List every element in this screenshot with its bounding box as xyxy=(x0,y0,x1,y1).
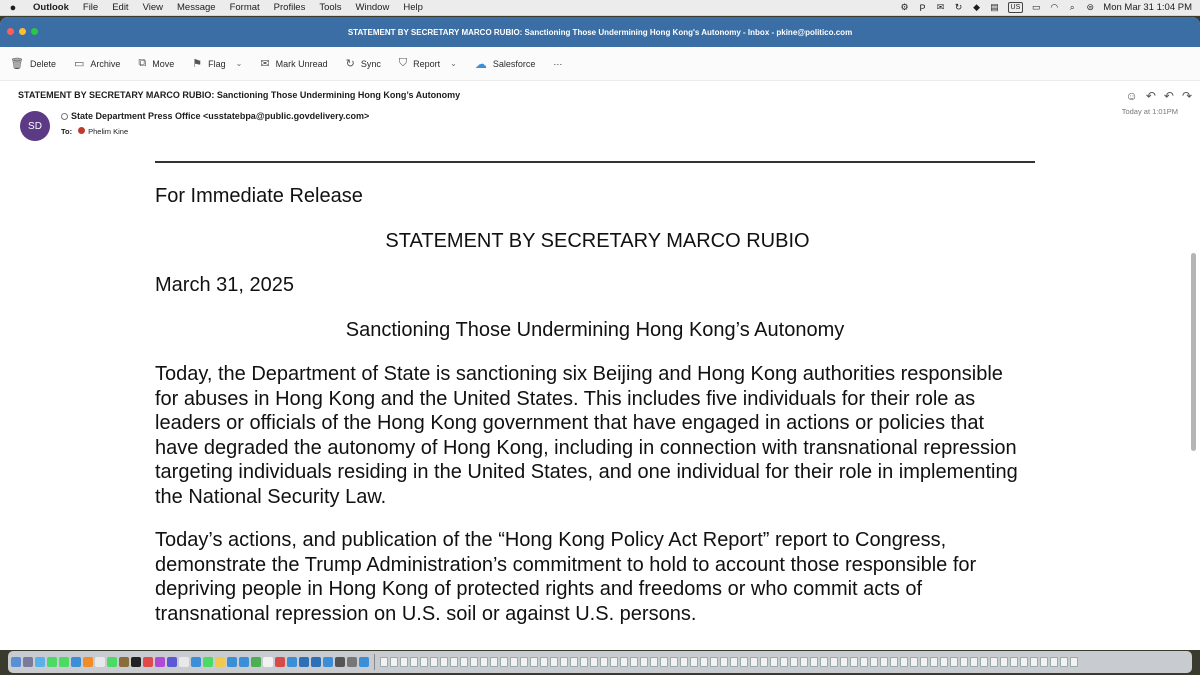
paragraph-line: have degraded the autonomy of Hong Kong, including in connection with transnational repression xyxy=(155,436,1017,459)
control-center-icon[interactable]: ⊜ xyxy=(1086,2,1095,12)
menu-app-name[interactable]: Outlook xyxy=(33,2,69,13)
menu-format[interactable]: Format xyxy=(229,2,260,13)
move-icon: ⧉ xyxy=(138,57,147,69)
dock-document-icon[interactable] xyxy=(520,657,528,667)
dock-app-icon[interactable] xyxy=(251,657,261,667)
dock-document-icon[interactable] xyxy=(690,657,698,667)
paragraph-2 xyxy=(155,528,1035,626)
dock-document-icon[interactable] xyxy=(1000,657,1008,667)
p-icon[interactable]: P xyxy=(919,2,926,13)
dock-document-icon[interactable] xyxy=(990,657,998,667)
dock-document-icon[interactable] xyxy=(480,657,488,667)
dock-document-icon[interactable] xyxy=(860,657,868,667)
chevron-down-icon[interactable]: ⌄ xyxy=(450,59,457,68)
sender-row[interactable] xyxy=(61,111,369,121)
sync-label: Sync xyxy=(360,58,381,69)
dock-document-icon[interactable] xyxy=(1070,657,1078,667)
menu-tools[interactable]: Tools xyxy=(319,2,342,13)
dock-document-icon[interactable] xyxy=(830,657,838,667)
emoji-icon[interactable]: ☺ xyxy=(1125,89,1138,103)
dock-document-icon[interactable] xyxy=(670,657,678,667)
close-window-button[interactable] xyxy=(7,28,14,35)
mark-unread-label: Mark Unread xyxy=(275,58,328,69)
dock-document-icon[interactable] xyxy=(680,657,688,667)
window-title: STATEMENT BY SECRETARY MARCO RUBIO: Sanctioning Those Undermining Hong Kong's Autonomy - Inbox - pkine@politico.com xyxy=(347,27,853,37)
dock-app-icon[interactable] xyxy=(59,657,69,667)
dock-app-icon[interactable] xyxy=(47,657,57,667)
recipient[interactable] xyxy=(78,127,128,136)
shield-icon: ⛉ xyxy=(398,57,408,69)
dock-document-icon[interactable] xyxy=(710,657,718,667)
dock-app-icon[interactable] xyxy=(203,657,213,667)
presence-circle-icon xyxy=(61,113,68,120)
envelope-icon: ✉ xyxy=(260,58,270,70)
dock-document-icon[interactable] xyxy=(380,657,388,667)
paragraph-line: demonstrate the Trump Administration’s commitment to hold to account those responsible for xyxy=(155,553,977,576)
dock-app-icon[interactable] xyxy=(311,657,321,667)
window-controls xyxy=(7,28,38,35)
battery-icon[interactable]: ▭ xyxy=(1032,2,1041,12)
menu-file[interactable]: File xyxy=(82,2,99,13)
office-icon[interactable]: ⚙ xyxy=(900,2,909,12)
paragraph-line: Today’s actions, and publication of the “Hong Kong Policy Act Report” report to Congress, xyxy=(155,529,947,551)
dock-document-icon[interactable] xyxy=(740,657,748,667)
dock-app-icon[interactable] xyxy=(23,657,33,667)
dock-separator xyxy=(374,654,375,670)
flag-button[interactable] xyxy=(192,57,242,70)
dock-app-icon[interactable] xyxy=(227,657,237,667)
report-label: Report xyxy=(413,58,441,69)
menu-clock[interactable]: Mon Mar 31 1:04 PM xyxy=(1103,2,1192,13)
dock-document-icon[interactable] xyxy=(460,657,468,667)
dock-document-icon[interactable] xyxy=(430,657,438,667)
dock-document-icon[interactable] xyxy=(510,657,518,667)
dock-app-icon[interactable] xyxy=(347,657,357,667)
dock-app-icon[interactable] xyxy=(95,657,105,667)
message-body xyxy=(0,161,1190,650)
dock-document-icon[interactable] xyxy=(420,657,428,667)
salesforce-cloud-icon: ☁ xyxy=(474,56,487,71)
menu-view[interactable]: View xyxy=(142,2,163,13)
sync-icon[interactable]: ↻ xyxy=(954,2,963,12)
dock-document-icon[interactable] xyxy=(600,657,608,667)
dock-document-icon[interactable] xyxy=(810,657,818,667)
paragraph-line: Today, the Department of State is sanctioning six Beijing and Hong Kong authorities responsible xyxy=(155,363,1003,385)
paragraph-line: leaders or officials of the Hong Kong government that have engaged in actions or policies that xyxy=(155,412,985,434)
more-button[interactable] xyxy=(553,59,562,69)
dock-document-icon[interactable] xyxy=(790,657,798,667)
dock-document-icon[interactable] xyxy=(1020,657,1028,667)
reply-icon[interactable]: ↶ xyxy=(1145,89,1156,103)
dock-document-icon[interactable] xyxy=(820,657,828,667)
minimize-window-button[interactable] xyxy=(19,28,26,35)
dock-document-icon[interactable] xyxy=(970,657,978,667)
menu-message[interactable]: Message xyxy=(177,2,216,13)
archive-button[interactable] xyxy=(74,57,120,70)
salesforce-button[interactable] xyxy=(475,57,536,71)
dock-document-icon[interactable] xyxy=(720,657,728,667)
dock-document-icon[interactable] xyxy=(910,657,918,667)
dock-app-icon[interactable] xyxy=(119,657,129,667)
dock-app-icon[interactable] xyxy=(275,657,285,667)
dock-document-icon[interactable] xyxy=(1010,657,1018,667)
dock-document-icon[interactable] xyxy=(780,657,788,667)
sync-button[interactable] xyxy=(346,57,381,70)
dock-document-icon[interactable] xyxy=(750,657,758,667)
dock-document-icon[interactable] xyxy=(1060,657,1068,667)
delete-button[interactable] xyxy=(10,57,56,70)
menu-bar xyxy=(0,0,1200,16)
dock-app-icon[interactable] xyxy=(71,657,81,667)
apple-menu-icon[interactable]: ● xyxy=(9,1,17,14)
dock-document-icon[interactable] xyxy=(770,657,778,667)
paragraph-1 xyxy=(155,362,1035,509)
salesforce-label: Salesforce xyxy=(492,58,536,69)
move-label: Move xyxy=(152,58,175,69)
dock-document-icon[interactable] xyxy=(580,657,588,667)
archive-label: Archive xyxy=(90,58,121,69)
wifi-icon[interactable]: ◠ xyxy=(1050,2,1059,12)
dock-app-icon[interactable] xyxy=(35,657,45,667)
dock-document-icon[interactable] xyxy=(800,657,808,667)
dock-document-icon[interactable] xyxy=(400,657,408,667)
menu-window[interactable]: Window xyxy=(355,2,390,13)
dock-document-icon[interactable] xyxy=(630,657,638,667)
dock-document-icon[interactable] xyxy=(840,657,848,667)
dock-app-icon[interactable] xyxy=(287,657,297,667)
recipient-name[interactable]: Phelim Kine xyxy=(88,127,129,136)
dropbox-icon[interactable]: ◆ xyxy=(973,2,980,12)
mail-icon[interactable]: ✉ xyxy=(936,2,945,12)
move-button[interactable] xyxy=(138,57,174,70)
reply-all-icon[interactable]: ↶ xyxy=(1163,89,1174,103)
dock-app-icon[interactable] xyxy=(11,657,21,667)
dock-document-icon[interactable] xyxy=(560,657,568,667)
dock-document-icon[interactable] xyxy=(490,657,498,667)
dock-document-icon[interactable] xyxy=(950,657,958,667)
dock-document-icon[interactable] xyxy=(900,657,908,667)
dock-document-icon[interactable] xyxy=(660,657,668,667)
archive-icon: ▭ xyxy=(73,58,85,70)
dock-document-icon[interactable] xyxy=(920,657,928,667)
dock-document-icon[interactable] xyxy=(1050,657,1058,667)
dock-app-icon[interactable] xyxy=(359,657,369,667)
dock-document-icon[interactable] xyxy=(500,657,508,667)
flag-label: Flag xyxy=(208,58,226,69)
dock-app-icon[interactable] xyxy=(335,657,345,667)
flag-icon: ⚑ xyxy=(192,58,203,70)
dock-document-icon[interactable] xyxy=(650,657,658,667)
dock-document-icon[interactable] xyxy=(980,657,988,667)
dock-document-icon[interactable] xyxy=(610,657,618,667)
dock-document-icon[interactable] xyxy=(870,657,878,667)
dock-app-icon[interactable] xyxy=(107,657,117,667)
dock-app-icon[interactable] xyxy=(143,657,153,667)
sync-icon: ↻ xyxy=(345,58,355,70)
dock-document-icon[interactable] xyxy=(880,657,888,667)
dock-document-icon[interactable] xyxy=(570,657,578,667)
dock-document-icon[interactable] xyxy=(930,657,938,667)
dock-app-icon[interactable] xyxy=(215,657,225,667)
message-header xyxy=(0,81,1200,159)
outlook-window xyxy=(0,17,1200,650)
paragraph-line: the National Security Law. xyxy=(155,485,387,508)
dock-document-icon[interactable] xyxy=(410,657,418,667)
forward-icon[interactable]: ↷ xyxy=(1181,89,1192,103)
message-toolbar xyxy=(0,47,1200,81)
dock-document-icon[interactable] xyxy=(960,657,968,667)
dock-document-icon[interactable] xyxy=(550,657,558,667)
dock-app-icon[interactable] xyxy=(167,657,177,667)
menu-profiles[interactable]: Profiles xyxy=(273,2,306,13)
dock-app-icon[interactable] xyxy=(323,657,333,667)
dock-app-icon[interactable] xyxy=(263,657,273,667)
recipient-status-icon xyxy=(78,127,85,134)
to-label: To: xyxy=(61,127,73,136)
dock-document-icon[interactable] xyxy=(390,657,398,667)
vertical-scrollbar[interactable] xyxy=(1191,253,1196,451)
paragraph-line: targeting individuals residing in the United States, and one individual for their role in implementing xyxy=(155,461,1018,483)
recipients-row xyxy=(61,127,128,136)
dock-app-icon[interactable] xyxy=(179,657,189,667)
menu-help[interactable]: Help xyxy=(403,2,423,13)
report-button[interactable] xyxy=(399,57,457,70)
statement-date: March 31, 2025 xyxy=(155,274,294,296)
more-icon: ··· xyxy=(553,58,563,69)
dock-app-icon[interactable] xyxy=(155,657,165,667)
sender-name[interactable]: State Department Press Office <usstatebpa@public.govdelivery.com> xyxy=(71,111,370,121)
dock-document-icon[interactable] xyxy=(590,657,598,667)
delete-label: Delete xyxy=(29,58,56,69)
statement-title: STATEMENT BY SECRETARY MARCO RUBIO xyxy=(385,230,810,252)
dock-document-icon[interactable] xyxy=(940,657,948,667)
search-icon[interactable]: ⌕ xyxy=(1069,2,1075,12)
dock-document-icon[interactable] xyxy=(620,657,628,667)
dock xyxy=(8,651,1192,673)
dock-document-icon[interactable] xyxy=(540,657,548,667)
zoom-window-button[interactable] xyxy=(31,28,38,35)
avatar[interactable]: SD xyxy=(20,111,50,141)
menu-edit[interactable]: Edit xyxy=(112,2,129,13)
message-date: Today at 1:01PM xyxy=(1121,107,1178,116)
dock-app-icon[interactable] xyxy=(191,657,201,667)
chevron-down-icon[interactable]: ⌄ xyxy=(235,59,243,68)
release-line: For Immediate Release xyxy=(155,185,363,207)
paragraph-line: transnational repression on U.S. soil or against U.S. persons. xyxy=(155,602,697,625)
mark-unread-button[interactable] xyxy=(260,57,327,70)
dock-app-icon[interactable] xyxy=(299,657,309,667)
trash-icon: 🗑︎ xyxy=(10,58,24,70)
dock-document-icon[interactable] xyxy=(850,657,858,667)
status-area xyxy=(900,2,1200,13)
input-source-icon[interactable]: US xyxy=(1008,2,1024,13)
dock-document-icon[interactable] xyxy=(530,657,538,667)
tray-icon[interactable]: ▤ xyxy=(990,2,999,12)
dock-document-icon[interactable] xyxy=(700,657,708,667)
paragraph-line: for abuses in Hong Kong and the United States. This includes five individuals for their role as xyxy=(155,387,976,410)
dock-app-icon[interactable] xyxy=(83,657,93,667)
dock-app-icon[interactable] xyxy=(131,657,141,667)
message-subject: STATEMENT BY SECRETARY MARCO RUBIO: Sanctioning Those Undermining Hong Kong’s Autonomy xyxy=(18,90,461,100)
dock-app-icon[interactable] xyxy=(239,657,249,667)
dock-document-icon[interactable] xyxy=(640,657,648,667)
title-bar xyxy=(0,17,1200,47)
dock-document-icon[interactable] xyxy=(1040,657,1048,667)
dock-document-icon[interactable] xyxy=(450,657,458,667)
dock-document-icon[interactable] xyxy=(440,657,448,667)
dock-document-icon[interactable] xyxy=(1030,657,1038,667)
paragraph-line: depriving people in Hong Kong of protected rights and freedoms or who commit acts of xyxy=(155,578,923,600)
dock-document-icon[interactable] xyxy=(470,657,478,667)
dock-document-icon[interactable] xyxy=(890,657,898,667)
header-actions xyxy=(1126,89,1192,103)
dock-document-icon[interactable] xyxy=(760,657,768,667)
dock-document-icon[interactable] xyxy=(730,657,738,667)
statement-subtitle: Sanctioning Those Undermining Hong Kong’s Autonomy xyxy=(345,319,845,341)
divider xyxy=(155,161,1035,163)
